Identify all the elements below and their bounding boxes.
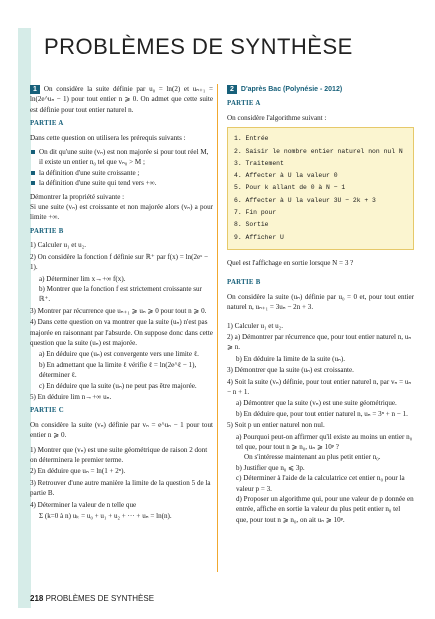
question-item: 5) En déduire lim n→+∞ uₙ. (30, 392, 112, 401)
page-footer (30, 594, 154, 603)
algorithm-line: 2. Saisir le nombre entier naturel non nul N (234, 147, 403, 155)
part-c-questions (30, 445, 213, 522)
question-subitem: a) Pourquoi peut-on affirmer qu'il existe au moins un entier n₀ tel que, pour tout n ⩾ n₀, uₙ ⩾ 10ᵖ ? (236, 432, 413, 451)
algorithm-line: 7. Fin pour (234, 209, 277, 216)
question-note: On s'intéresse maintenant au plus petit entier n₀. (244, 453, 381, 462)
question-item: 4) Soit la suite (vₙ) définie, pour tout entier naturel n, par vₙ = uₙ − n + 1. (227, 377, 412, 396)
question-subitem: c) En déduire que la suite (uₙ) ne peut pas être majorée. (39, 381, 197, 390)
algorithm-line: 4. Affecter à U la valeur 0 (234, 172, 338, 180)
algorithm-line: 9. Afficher U (234, 233, 284, 241)
exercise-number-badge: 2 (227, 85, 237, 94)
part-b-intro: On considère la suite (uₙ) définie par u₀ = 0 et, pour tout entier naturel n, uₙ₊₁ = 3uₙ − 2n + 3. (227, 292, 414, 312)
question-subitem: b) En déduire la limite de la suite (uₙ). (236, 354, 346, 363)
question-item: 2) a) Démontrer par récurrence que, pour tout entier naturel n, uₙ ⩾ n. (227, 332, 412, 352)
exercise-1-intro: 1 On considère la suite définie par u₀ = ln(2) et uₙ₊₁ = ln(2e^uₙ − 1) pour tout entier n ⩾ 0. On admet que cette suite est définie pour tout entier naturel n. (30, 85, 213, 114)
page-title: PROBLÈMES DE SYNTHÈSE (44, 34, 353, 59)
question-item: 1) Calculer u₁ et u₂. (30, 241, 86, 250)
question-subitem: c) Déterminer à l'aide de la calculatrice cet entier n₀ pour la valeur p = 3. (236, 474, 405, 493)
algorithm-intro: On considère l'algorithme suivant : (227, 113, 327, 122)
question-subitem: b) En admettant que la limite ℓ vérifie ℓ = ln(2e^ℓ − 1), déterminer ℓ. (39, 360, 197, 380)
part-b-heading: PARTIE B (30, 227, 64, 235)
algorithm-line: 6. Affecter à U la valeur 3U − 2k + 3 (234, 196, 376, 204)
question-item: 4) Déterminer la valeur de n telle que (30, 500, 137, 509)
part-b-questions (227, 321, 414, 526)
question-item: 1) Calculer u₁ et u₂. (227, 321, 283, 330)
question-item: 4) Dans cette question on va montrer que la suite (uₙ) n'est pas majorée en raisonnant par l'absurde. On suppose donc dans cette question que la suite (uₙ) est majorée. (30, 318, 213, 347)
exercise-2 (227, 84, 414, 528)
algorithm-box (227, 127, 414, 250)
question-subitem: b) Montrer que la fonction f est strictement croissante sur ℝ⁺. (39, 284, 202, 304)
algorithm-line: 3. Traitement (234, 159, 284, 167)
question-part-a: Quel est l'affichage en sortie lorsque N = 3 ? (227, 258, 354, 267)
question-item: 5) Soit p un entier naturel non nul. (227, 421, 325, 430)
exercise-2-heading (227, 84, 414, 95)
exercise-source: D'après Bac (Polynésie - 2012) (240, 86, 343, 93)
question-item: 3) Montrer par récurrence que uₙ₊₁ ⩾ uₙ ⩾ 0 pour tout n ⩾ 0. (30, 306, 207, 315)
question-item: 3) Démontrer que la suite (uₙ) est croissante. (227, 366, 354, 375)
prerequisite-item: la définition d'une suite qui tend vers +∞. (30, 178, 213, 188)
algorithm-line: 5. Pour k allant de 0 à N − 1 (234, 184, 346, 192)
part-c-heading: PARTIE C (30, 407, 64, 415)
part-b-heading: PARTIE B (227, 279, 261, 287)
question-item: 2) On considère la fonction f définie sur ℝ⁺ par f(x) = ln(2eˣ − 1). (30, 252, 208, 272)
question-subitem: b) En déduire que, pour tout entier naturel n, uₙ = 3ⁿ + n − 1. (236, 409, 408, 418)
question-item: 3) Retrouver d'une autre manière la limite de la question 5 de la partie B. (30, 478, 211, 498)
question-subitem: d) Proposer un algorithme qui, pour une valeur de p donnée en entrée, affiche en sortie la valeur du plus petit entier n₀ tel que, pour tout n ⩾ n₀, on ait uₙ ⩾ 10ᵖ. (236, 495, 414, 524)
question-item: 2) En déduire que uₙ = ln(1 + 2ⁿ). (30, 467, 126, 476)
question-subitem: a) Déterminer lim x→+∞ f(x). (39, 274, 126, 283)
exercise-1 (30, 84, 213, 524)
question-subitem: a) Démontrer que la suite (vₙ) est une suite géométrique. (236, 399, 397, 408)
prerequisite-item: On dit qu'une suite (vₙ) est non majorée si pour tout réel M, il existe un entier n₀ tel que vₙ₀ > M ; (30, 147, 213, 168)
footer-label: PROBLÈMES DE SYNTHÈSE (45, 594, 155, 603)
part-a-intro: Dans cette question on utilisera les prérequis suivants : (30, 133, 186, 142)
property-statement: Si une suite (vₙ) est croissante et non majorée alors (vₙ) a pour limite +∞. (30, 203, 213, 222)
demo-statement: Démontrer la propriété suivante : (30, 192, 125, 201)
algorithm-line: 1. Entrée (234, 135, 269, 143)
prerequisite-item: la définition d'une suite croissante ; (30, 168, 213, 178)
question-subitem: b) Justifier que n₀ ⩽ 3p. (236, 463, 305, 472)
algorithm-line: 8. Sortie (234, 221, 269, 229)
part-b-questions (30, 240, 213, 402)
prerequisites-list (30, 147, 213, 189)
part-a-heading: PARTIE A (30, 120, 64, 128)
column-divider (217, 84, 218, 572)
exercise-number-badge: 1 (30, 85, 40, 94)
sum-formula: Σ (k=0 à n) uₖ = u₀ + u₁ + u₂ + ··· + uₙ = ln(n). (39, 512, 172, 521)
question-item: 1) Montrer que (vₙ) est une suite géométrique de raison 2 dont on déterminera le premier terme. (30, 445, 208, 464)
part-a-heading: PARTIE A (227, 100, 261, 108)
part-c-intro: On considère la suite (vₙ) définie par vₙ = e^uₙ − 1 pour tout entier n ⩾ 0. (30, 420, 213, 440)
question-subitem: a) En déduire que (uₙ) est convergente vers une limite ℓ. (39, 350, 199, 359)
page-number: 218 (30, 594, 44, 603)
